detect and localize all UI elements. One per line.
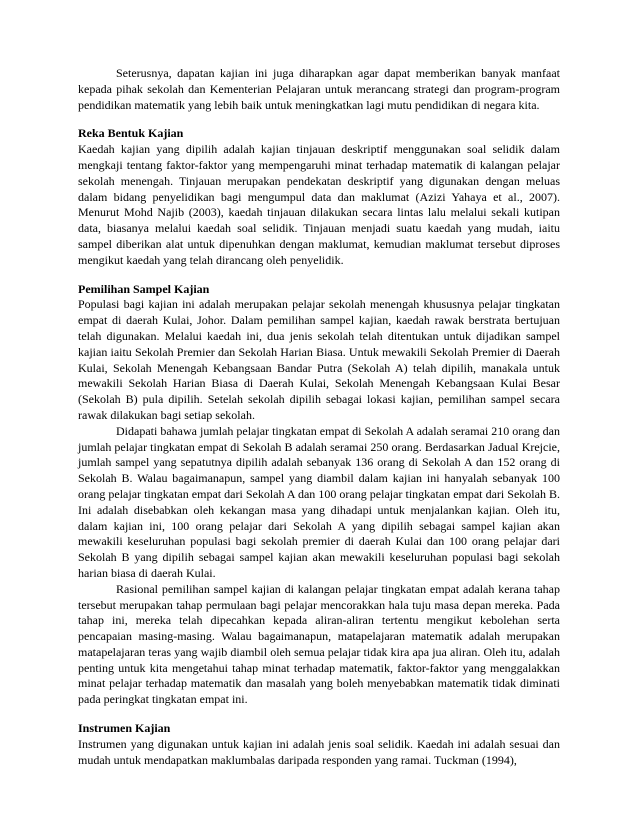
heading-pemilihan-sampel-kajian: Pemilihan Sampel Kajian (78, 281, 210, 296)
spacer (78, 269, 560, 282)
paragraph-populasi: Populasi bagi kajian ini adalah merupakan pelajar sekolah menengah khususnya pelajar tingkatan empat di daerah Kulai, Johor. Dalam pemilihan sampel kajian, kaedah rawak berstrata bertujuan telah digunakan. Melalui kaedah ini, dua jenis sekolah telah ditentukan untuk dijadikan sampel kajian iaitu Sekolah Premier dan Sekolah Harian Biasa. Untuk mewakili Sekolah Premier di Daerah Kulai, Sekolah Menengah Kebangsaan Bandar Putra (Sekolah A) telah dipilih, manakala untuk mewakili Sekolah Harian Biasa di Daerah Kulai, Sekolah Menengah Kebangsaan Kulai Besar (Sekolah B) pula dipilih. Setelah sekolah dipilih sebagai lokasi kajian, pemilihan sampel secara rawak dilakukan bagi setiap sekolah. (78, 297, 560, 422)
paragraph-reka-bentuk-kajian: Kaedah kajian yang dipilih adalah kajian tinjauan deskriptif menggunakan soal selidik dalam mengkaji tentang faktor-faktor yang mempengaruhi minat terhadap matematik di kalangan pelajar sekolah menengah. Tinjauan merupakan pendekatan deskriptif yang digunakan dengan meluas dalam bidang penyelidikan bagi mengumpul data dan maklumat (Azizi Yahaya et al., 2007). Menurut Mohd Najib (2003), kaedah tinjauan dilakukan secara lintas lalu melalui sekali kutipan data, biasanya melalui kaedah soal selidik. Tinjauan menjadi suatu kaedah yang mudah, iaitu sampel diberikan alat untuk dipenuhkan dengan maklumat, kemudian maklumat tersebut diproses mengikut kaedah yang telah dirancang oleh penyelidik. (78, 142, 560, 267)
intro-paragraph: Seterusnya, dapatan kajian ini juga diharapkan agar dapat memberikan banyak manfaat kepada pihak sekolah dan Kementerian Pelajaran untuk merancang strategi dan program-program pendidikan matematik yang lebih baik untuk meningkatkan lagi mutu pendidikan di negara kita. (78, 66, 560, 112)
paragraph-rasional: Rasional pemilihan sampel kajian di kalangan pelajar tingkatan empat adalah kerana tahap tersebut merupakan tahap permulaan bagi pelajar mencorakkan hala tuju masa depan mereka. Pada tahap ini, mereka telah dipecahkan kepada aliran-aliran tertentu mengikut kebolehan serta pencapaian masing-masing. Walau bagaimanapun, matapelajaran matematik adalah merupakan matapelajaran teras yang wajib diambil oleh semua pelajar tidak kira apa jua aliran. Oleh itu, adalah penting untuk kita mengetahui tahap minat terhadap matematik, faktor-faktor yang menggalakkan minat pelajar terhadap matematik dan masalah yang boleh menyebabkan matematik tidak diminati pada peringkat tingkatan empat ini. (78, 581, 560, 707)
heading-instrumen-kajian: Instrumen Kajian (78, 721, 171, 736)
spacer (78, 708, 560, 721)
paragraph-jumlah-pelajar: Didapati bahawa jumlah pelajar tingkatan empat di Sekolah A adalah seramai 210 orang dan jumlah pelajar tingkatan empat di Sekolah B adalah seramai 250 orang. Berdasarkan Jadual Krejcie, jumlah sampel yang sepatutnya dipilih adalah sebanyak 136 orang di Sekolah A dan 152 orang di Sekolah B. Walau bagaimanapun, sampel yang diambil dalam kajian ini hanyalah sebanyak 100 orang pelajar tingkatan empat dari Sekolah A dan 100 orang pelajar tingkatan empat dari Sekolah B. Ini adalah disebabkan oleh kekangan masa yang dihadapi untuk menjalankan kajian. Oleh itu, dalam kajian ini, 100 orang pelajar dari Sekolah A yang dipilih sebagai sampel kajian akan mewakili keseluruhan populasi bagi sekolah premier di daerah Kulai dan 100 orang pelajar dari Sekolah B yang dipilih sebagai sampel kajian akan mewakili keseluruhan populasi bagi sekolah harian biasa di daerah Kulai. (78, 423, 560, 580)
paragraph-instrumen: Instrumen yang digunakan untuk kajian ini adalah jenis soal selidik. Kaedah ini adalah sesuai dan mudah untuk mendapatkan maklumbalas daripada responden yang ramai. Tuckman (1994), (78, 736, 560, 767)
spacer (78, 113, 560, 126)
heading-reka-bentuk-kajian: Reka Bentuk Kajian (78, 126, 184, 141)
